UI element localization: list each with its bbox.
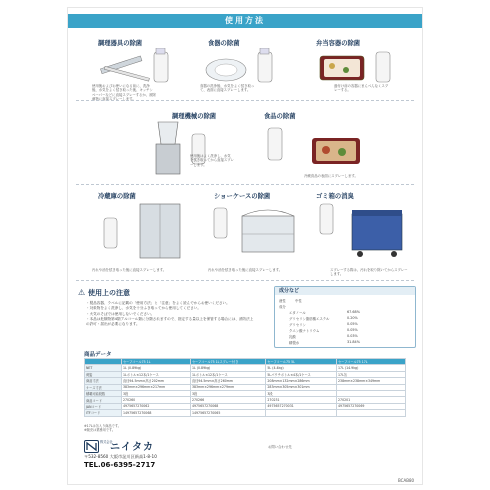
comp-label: 乳酸 (289, 335, 296, 339)
footnotes (84, 424, 121, 433)
caption-showcase: 汚れや油を拭き取った後に直接スプレーします。 (208, 268, 283, 272)
logo-company-type: 株式会社 (100, 440, 113, 444)
footnote-line: ※販売は業務用です。 (84, 428, 116, 433)
table-cell: ITFコード (85, 410, 122, 416)
caution-item: ・対象物をよく洗浄し、水気を十分ふき取ってから使用してください。 (86, 306, 201, 311)
section-title-machine: 調理機械の除菌 (172, 113, 217, 120)
caution-item: ・製品容器、ラベルに記載の「使用方法」と「注意」をよく読んでからお使いください。 (86, 301, 230, 305)
table-cell: 1L (0.89kg) (122, 365, 191, 371)
bento-illustration (314, 48, 402, 88)
machine-illustration (150, 114, 226, 178)
section-title-dishes: 食器の除菌 (208, 40, 240, 47)
table-header-cell: セーフコール75 17L (337, 359, 406, 365)
table-cell: 14975657270065 (190, 410, 265, 416)
table-cell: 荷姿 (85, 371, 122, 377)
table-cell: 270201 (337, 397, 406, 403)
showcase-illustration (208, 202, 298, 264)
table-cell: 商品コード (85, 397, 122, 403)
comp-value: 0.05% (347, 322, 358, 326)
table-cell: 3段 (266, 390, 337, 396)
table-cell: 商品寸法 (85, 378, 122, 384)
table-cell: NET (85, 365, 122, 371)
table-cell: 270266 (190, 397, 265, 403)
table-cell: 5L (4.4kg) (266, 365, 337, 371)
product-table (84, 358, 406, 417)
caution-item: ・火気のそばでは使用しないでください。 (86, 311, 155, 316)
warning-icon: ⚠ (78, 288, 86, 297)
comp-label: グリセリン脂肪酸エステル (289, 317, 330, 321)
table-cell (266, 410, 337, 416)
table-header-cell: セーフコール75 1Lスプレー付き (190, 359, 265, 365)
table-cell: 1Lボトル×12本/1ケース (122, 371, 191, 377)
section-title-fridge: 冷蔵庫の除菌 (98, 193, 136, 200)
caution-title: 使用上の注意 (88, 289, 130, 297)
section-title-food: 食品の除菌 (264, 113, 296, 120)
comp-label: 精製水 (289, 341, 300, 345)
table-header-cell: セーフコール75 1L (122, 359, 191, 365)
comp-label: クエン酸ナトリウム (289, 329, 320, 333)
document-code: BCAB80 (398, 478, 415, 483)
brochure-page (68, 8, 422, 484)
company-logo-icon (84, 440, 99, 453)
table-cell: 4975657270068 (190, 403, 265, 409)
table-cell: 14975657270068 (122, 410, 191, 416)
comp-value: 中性 (295, 299, 302, 303)
product-data-title: 商品データ (84, 352, 112, 358)
section-title-showcase: ショーケースの除菌 (214, 193, 271, 200)
caption-bento: 盛付け前の容器にまんべんなくスプレーする。 (334, 84, 389, 93)
food-illustration (262, 120, 372, 172)
table-cell: 270260 (122, 397, 191, 403)
table-header-cell: セーフコール75 5L (266, 359, 337, 365)
caution-list (86, 301, 256, 327)
table-cell: 積載可能段数 (85, 390, 122, 396)
table-cell: 17L缶 (337, 371, 406, 377)
table-cell: 5Lパウチボトル×4本/1ケース (266, 371, 337, 377)
table-cell: 383mm×296mm×217mm (122, 384, 191, 390)
table-cell: 4975657270031 (266, 403, 337, 409)
table-cell (337, 410, 406, 416)
comp-label: エタノール (289, 311, 306, 315)
comp-value: 31.84% (347, 340, 360, 344)
table-cell: JANコード (85, 403, 122, 409)
usage-title-band: 使用方法 (68, 14, 422, 28)
table-cell: 直径94.5mm×高さ202mm (122, 378, 191, 384)
divider-2 (76, 184, 414, 185)
dishes-illustration (200, 48, 290, 88)
table-cell: 3段 (190, 390, 265, 396)
table-cell: 270231 (266, 397, 337, 403)
table-cell: 17L (14.9kg) (337, 365, 406, 371)
caption-dishes: 食器の洗浄後、水気をよく拭き取って、表面に直接スプレーします。 (200, 84, 255, 93)
caption-trash: スプレーする際は、汚れを取り除いてからスプレーします。 (330, 268, 408, 277)
trash-illustration (312, 200, 408, 262)
divider-3 (76, 280, 414, 281)
table-cell: 4975657270062 (122, 403, 191, 409)
company-address: 〒532-8560 大阪市淀川区新高1-8-10 (84, 454, 157, 459)
caption-machine: 使用後はよく洗浄し、水気を拭き取ってから直接スプレーします。 (190, 154, 234, 167)
comp-value: 0.20% (347, 316, 358, 320)
table-row (85, 410, 406, 416)
composition-box (274, 286, 416, 348)
caution-item: ・本品は危険物第4類アルコール類に分類されますので、指定する量以上を保管する場合には、消防法上の許可・届出が必要になります。 (86, 316, 254, 327)
table-cell: 208mm×132mm×286mm (266, 378, 337, 384)
caption-food: 冷蔵食品の表面にスプレーします。 (304, 174, 358, 178)
contact-label: お問い合わせ先 (268, 445, 292, 449)
company-name: ニイタカ (110, 442, 154, 453)
table-cell: 4975657270069 (337, 403, 406, 409)
table-cell: 3段 (122, 390, 191, 396)
comp-label: 液性 (279, 299, 286, 303)
table-cell: 直径94.5mm×高さ260mm (190, 378, 265, 384)
comp-value: 0.03% (347, 334, 358, 338)
comp-label: グリセリン (289, 323, 306, 327)
caption-tools: 使用後およびお使いになる前に、洗浄後、水気をよく拭き取った後、キッチンペーパーなどに直接スプレーするか、被除菌物に直接スプレーします。 (92, 84, 156, 102)
table-cell: 383mm×296mm×279mm (190, 384, 265, 390)
section-title-trash: ゴミ箱の消臭 (316, 193, 354, 200)
table-cell: 1Lボトル×12本/1ケース (190, 371, 265, 377)
comp-value: 0.05% (347, 328, 358, 332)
company-tel: TEL.06-6395-2717 (84, 461, 156, 469)
caption-fridge: 汚れや油を拭き取った後に直接スプレーします。 (92, 268, 167, 272)
comp-label: 成分 (279, 305, 286, 309)
divider-1 (76, 100, 414, 101)
section-title-bento: 弁当容器の除菌 (316, 40, 361, 47)
table-cell: ケース寸法 (85, 384, 122, 390)
footnote-line: ※17Lは缶入り商品です。 (84, 424, 121, 428)
table-cell: 283mm×305mm×301mm (266, 384, 337, 390)
table-cell: 1L (0.89kg) (190, 365, 265, 371)
fridge-illustration (96, 200, 186, 262)
composition-title: 成分など (275, 287, 415, 295)
comp-value: 67.68% (347, 310, 360, 314)
table-cell: 238mm×238mm×349mm (337, 378, 406, 384)
section-title-tools: 調理器具の除菌 (98, 40, 143, 47)
